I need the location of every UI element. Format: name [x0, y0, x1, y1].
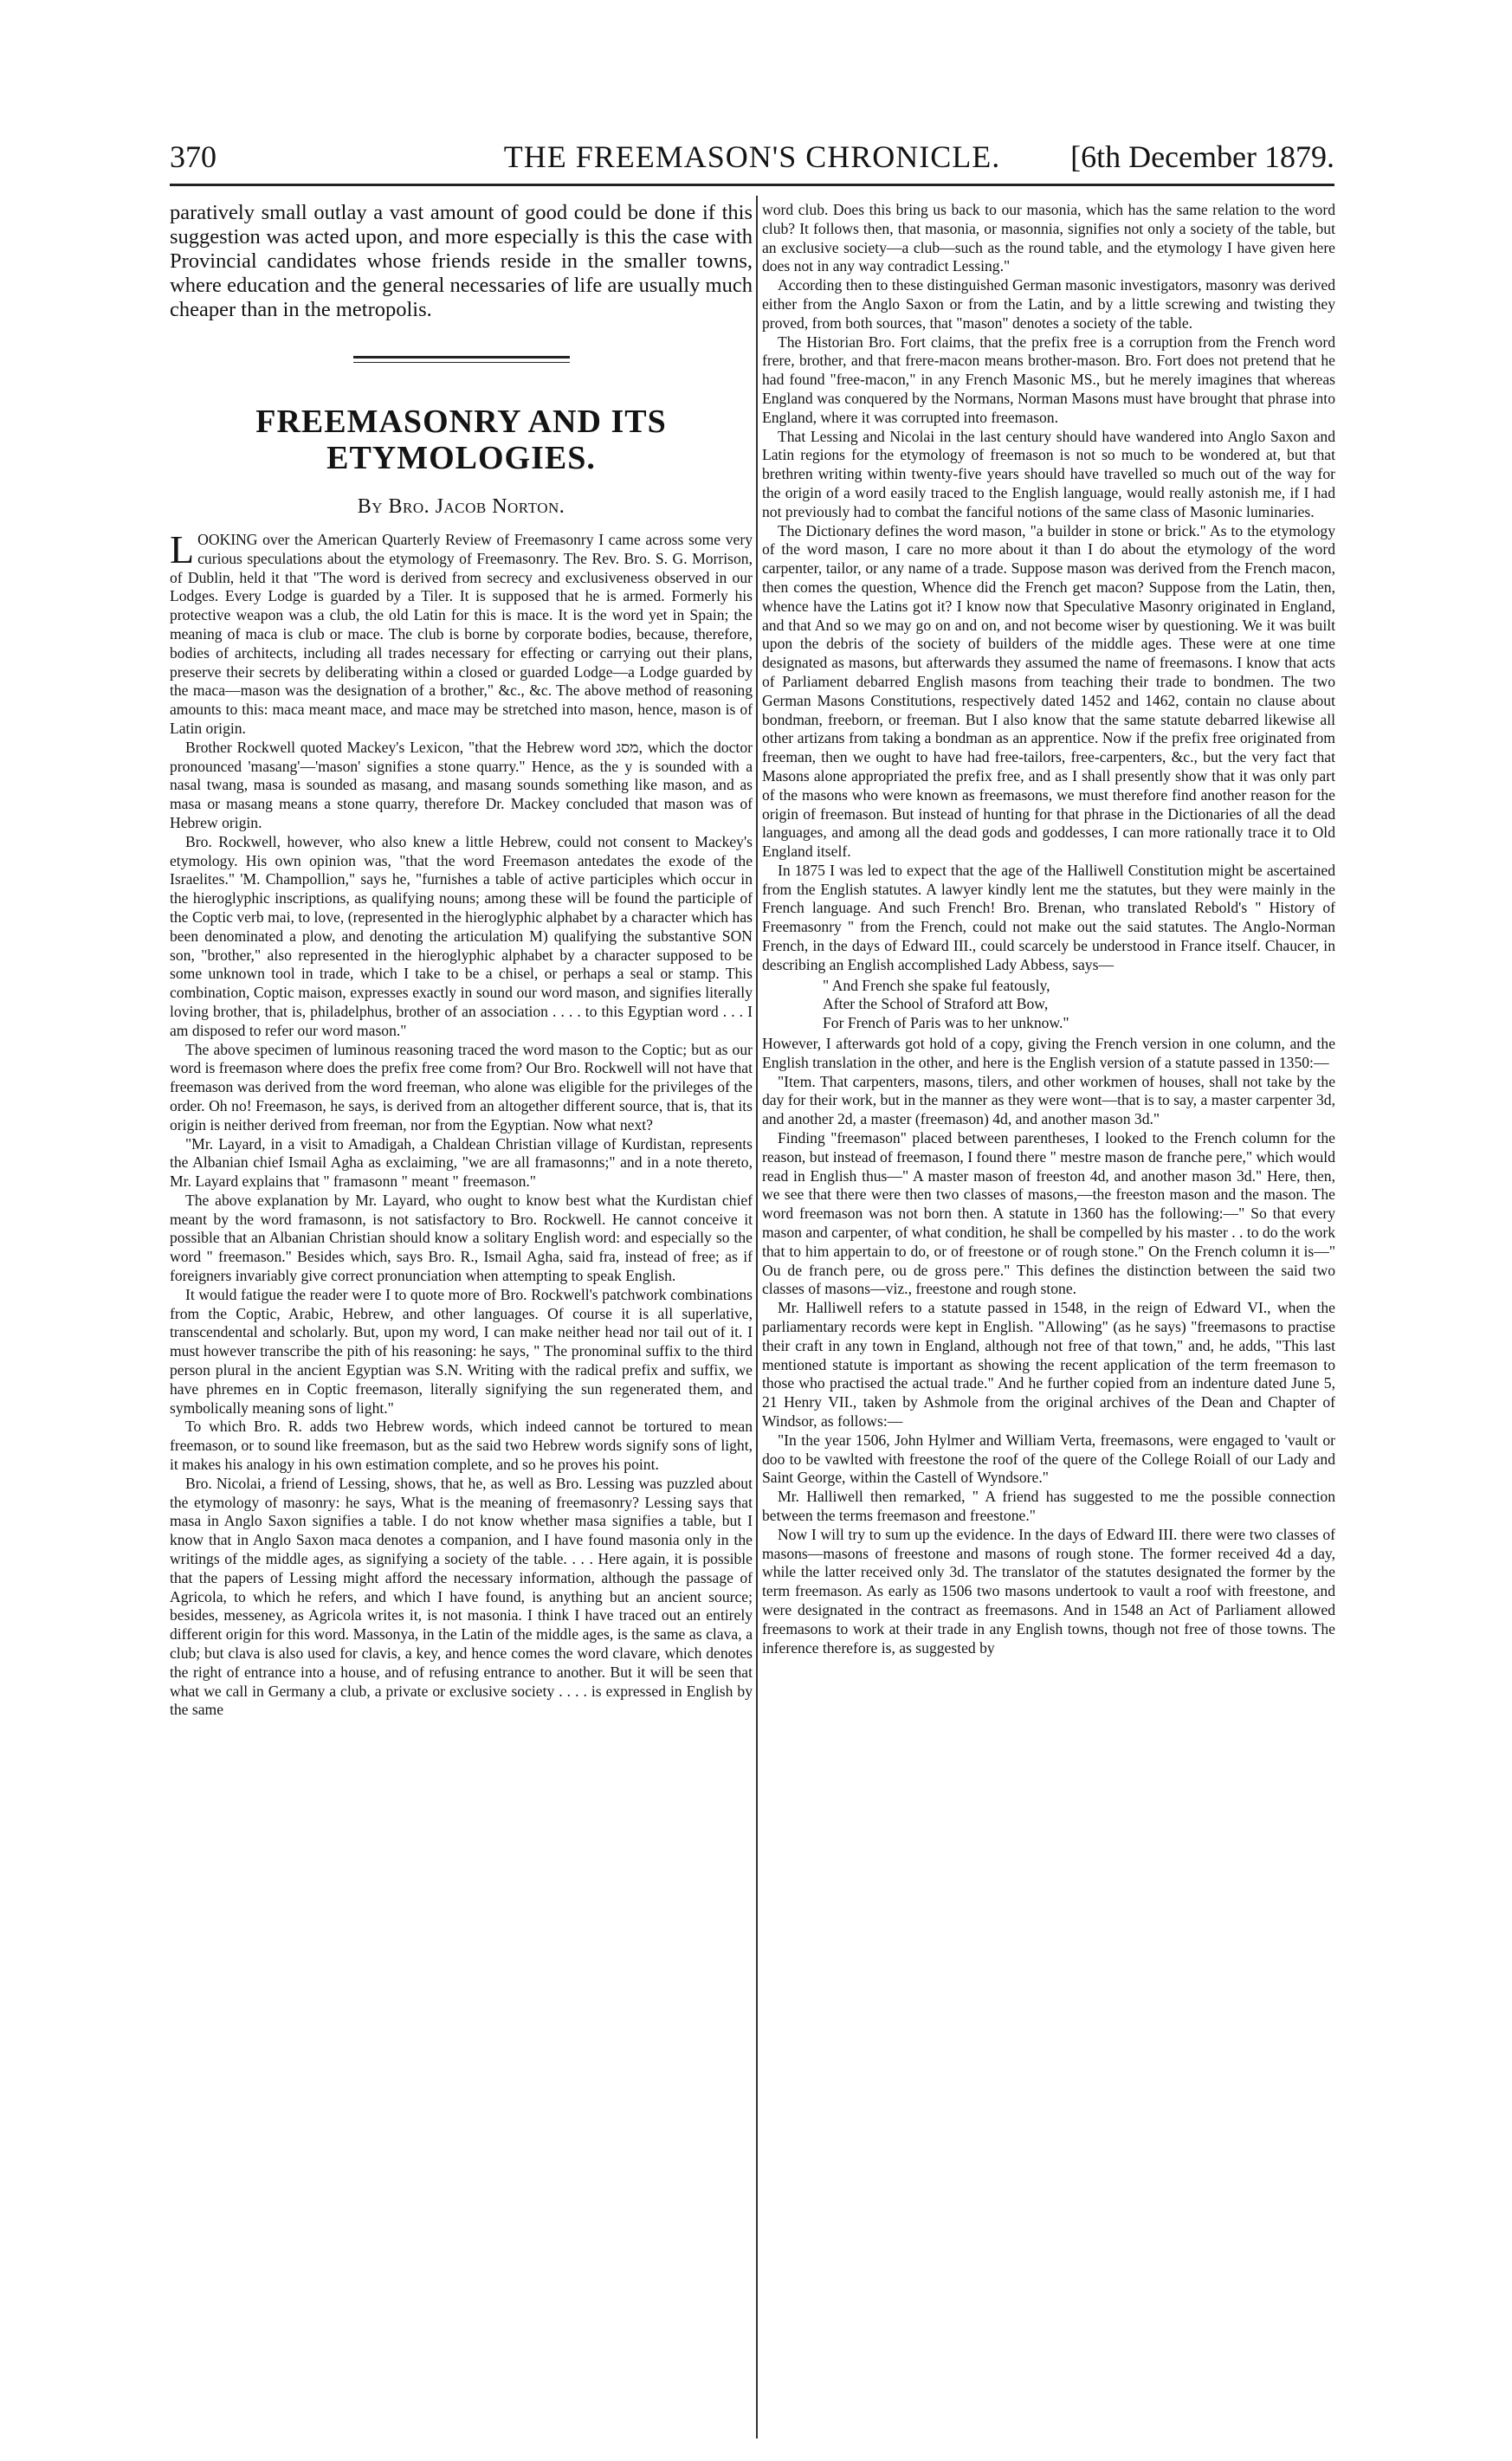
article-title-line-2: ETYMOLOGIES. [326, 440, 596, 476]
article-paragraph: Bro. Rockwell, however, who also knew a little Hebrew, could not consent to Mackey's etymology. His own opinion was, "that the word Freemason antedates the exode of the Israelites." 'M. Champollion," says he, "furnishes a table of active participles which occur in the hieroglyphic inscriptions, as qualifying nouns; among these will be found the participle of the Coptic verb mai, to love, (represented in the hieroglyphic alphabet by a character which has been denominated a plow, and denoting the articulation M) qualifying the substantive SON son, "brother," also represented in the hieroglyphic alphabet by a character supposed to be some unknown tool in trade, which I take to be a chisel, or perhaps a seal or stamp. This combination, Coptic maison, expresses exactly in sound our word mason, and signifies literally loving brother, that is, philadelphus, brother of an association . . . . to this Egyptian word . . . I am disposed to refer our word mason." [170, 832, 753, 1039]
section-divider-ornament [353, 353, 570, 367]
article-paragraph: The above explanation by Mr. Layard, who ought to know best what the Kurdistan chief meant by the word framasonn, is not satisfactory to Bro. Rockwell. He cannot conceive it possible that an Albanian Christian should know a solitary English word: and especially so the word " freemason." Besides which, says Bro. R., Ismail Agha, said fra, instead of free; as if foreigners invariably give correct pronunciation when attempting to speak English. [170, 1191, 753, 1285]
article-paragraph-text: OOKING over the American Quarterly Review of Freemasonry I came across some very curious speculations about the etymology of Freemasonry. The Rev. Bro. S. G. Morrison, of Dublin, held it that "The word is derived from secrecy and exclusiveness observed in our Lodges. Every Lodge is guarded by a Tiler. It is supposed that he is armed. Formerly his protective weapon was a club, the old Latin for this is mace. It is the word yet in Spain; the meaning of maca is club or mace. The club is borne by corporate bodies, because, therefore, bodies of architects, including all trades necessary for effecting or carrying out their plans, preserve their secrets by deliberating within a closed or guarded Lodge—a Lodge guarded by the maca—mason was the designation of a brother," &c., &c. The above method of reasoning amounts to this: maca meant mace, and mace may be stretched into mason, hence, mason is of Latin origin. [170, 531, 753, 737]
article-paragraph: The above specimen of luminous reasoning traced the word mason to the Coptic; but as our word is freemason where does the prefix free come from? Our Bro. Rockwell will not have that freemason was derived from the word freeman, who alone was eligible for the privileges of the order. Oh no! Freemason, he says, is derived from an altogether different source, that is, that its origin is neither derived from freeman, nor from the Egyptian. Now what next? [170, 1040, 753, 1134]
article-paragraph: "Mr. Layard, in a visit to Amadigah, a Chaldean Christian village of Kurdistan, represents the Albanian chief Ismail Agha as exclaiming, "we are all framasonns;" and in a note thereto, Mr. Layard explains that " framasonn " meant " freemason." [170, 1134, 753, 1191]
drop-cap: L [170, 527, 195, 572]
column-divider [756, 196, 758, 2438]
article-paragraph: Mr. Halliwell refers to a statute passed in 1548, in the reign of Edward VI., when the parliamentary records were kept in English. "Allowing" (as he says) "freemasons to practise their craft in any town in England, although not free of that town," and, he adds, "This last mentioned statute is important as showing the recent application of the term freemason to those who practised the actual trade." And he further copied from an indenture dated June 5, 21 Henry VII., taken by Ashmole from the original archives of the Dean and Chapter of Windsor, as follows:— [762, 1299, 1335, 1430]
article-paragraph: That Lessing and Nicolai in the last century should have wandered into Anglo Saxon and Latin regions for the etymology of freemason is not so much to be wondered at, but that brethren writing within twenty-five years should have travelled so much out of the way for the origin of a word easily traced to the English language, would really astonish me, if I had not previously had to combat the fanciful notions of the same class of Masonic luminaries. [762, 427, 1335, 520]
page-header [170, 139, 1334, 178]
article-byline: By Bro. Jacob Norton. [357, 495, 565, 518]
issue-date: [6th December 1879. [1070, 139, 1334, 174]
article-title-line-1: FREEMASONRY AND ITS [255, 404, 667, 440]
right-column [762, 201, 1335, 2433]
article-paragraph: Mr. Halliwell then remarked, " A friend has suggested to me the possible connection between the terms freemason and freestone." [762, 1488, 1335, 1524]
running-title: THE FREEMASON'S CHRONICLE. [503, 139, 1001, 174]
article-paragraph: Bro. Nicolai, a friend of Lessing, shows, that he, as well as Bro. Lessing was puzzled about the etymology of masonry: he says, What is the meaning of freemasonry? Lessing says that masa in Anglo Saxon signifies a table. I do not know whether masa signifies a table, but I know that in Anglo Saxon maca denotes a companion, and I have found masonia only in the writings of the middle ages, as signifying a society of the table. . . . Here again, it is possible that the papers of Lessing might afford the necessary information, although the passage of Agricola, to which he refers, and which I have found, is anything but an ancient source; besides, messeney, as Agricola writes it, is not masonia. I think I have traced out an entirely different origin for this word. Massonya, in the Latin of the middle ages, is the same as clava, a club; but clava is also used for clavis, a key, and hence comes the word clavare, which denotes the right of entrance into a house, and of refusing entrance to another. But it will be seen that what we call in Germany a club, a private or exclusive society . . . . is expressed in English by the same [170, 1474, 753, 1719]
article-paragraph: The Dictionary defines the word mason, "a builder in stone or brick." As to the etymology of the word mason, I care no more about it than I do about the etymology of the word carpenter, tailor, or any name of a trade. Suppose mason was derived from the French macon, then comes the question, Whence did the French get macon? Suppose from the Latin, then, whence have the Latins got it? I know now that Speculative Masonry originated in England, and that And so we may go on and on, and not become wiser by questioning. We it was built upon the debris of the society of builders of the middle ages. These were at one time designated as masons, but afterwards they assumed the name of freemasons. I know that acts of Parliament debarred English masons from teaching their trade to bondmen. The two German Masons Constitutions, respectively dated 1452 and 1462, contain no clause about bondman, freeborn, or freeman. But I also know that the same statute debarred likewise all other artizans from taking a bondman as an apprentice. Now if the prefix free originated from freeman, then we ought to have had free-tailors, free-carpenters, &c., but the very fact that Masons alone appropriated the prefix free, and as I shall presently show that it was only part of the masons who were known as freemasons, we must therefore find another reason for the origin of freemason. But instead of hunting for that phrase in the Dictionaries of all the dead languages, and among all the dead gods and goddesses, I can more rationally trace it to Old England itself. [762, 521, 1335, 861]
article-paragraph: To which Bro. R. adds two Hebrew words, which indeed cannot be tortured to mean freemason, or to sound like freemason, but as the said two Hebrew words signify sons of light, it makes his analogy in his own estimation complete, and so he proves his point. [170, 1418, 753, 1474]
intro-paragraph: paratively small outlay a vast amount of good could be done if this suggestion was acted upon, and more especially is this the case with Provincial candidates whose friends reside in the smaller towns, where education and the general necessaries of life are usually much cheaper than in the metropolis. [170, 201, 753, 321]
verse-quotation [823, 977, 1335, 1033]
verse-line: For French of Paris was to her unknow." [823, 1014, 1069, 1032]
page-number: 370 [170, 139, 216, 174]
article-body-right [762, 201, 1335, 1657]
article-paragraph: Now I will try to sum up the evidence. In the days of Edward III. there were two classes of masons—masons of freestone and masons of rough stone. The former received 4d a day, while the latter received only 3d. The translator of the statutes designated the former by the term freemason. As early as 1506 two masons undertook to vault a roof with freestone, and were designated in the contract as freemasons. And in 1548 an Act of Parliament allowed freemasons to work at their trade in any English towns, though not free of those towns. The inference therefore is, as suggested by [762, 1525, 1335, 1657]
article-paragraph: Brother Rockwell quoted Mackey's Lexicon, "that the Hebrew word מסג, which the doctor pronounced 'masang'—'mason' signifies a stone quarry." Hence, as the y is sounded with a nasal twang, masa is sounded as masang, and masang sounds something like mason, and as masa or masang means a stone quarry, therefore Dr. Mackey concluded that mason was of Hebrew origin. [170, 738, 753, 831]
article-body-left [170, 527, 753, 1720]
article-paragraph: word club. Does this bring us back to our masonia, which has the same relation to the word club? It follows then, that masonia, or masonnia, signifies not only a society of the table, but an exclusive society—a club—such as the round table, and the etymology I have given here does not in any way contradict Lessing." [762, 201, 1335, 275]
left-column [170, 201, 753, 2433]
article-paragraph [170, 527, 753, 739]
article-paragraph: It would fatigue the reader were I to quote more of Bro. Rockwell's patchwork combinations from the Coptic, Arabic, Hebrew, and other languages. Of course it is all superlative, transcendental and scholarly. But, upon my word, I can make neither head nor tail out of it. I must however transcribe the pith of his reasoning: he says, " The pronominal suffix to the third person plural in the ancient Egyptian was S.N. Writing with the radical prefix and suffix, we have phremes en in Coptic freemason, literally signifying the sun regenerated them, and symbolically meaning sons of light." [170, 1285, 753, 1417]
article-paragraph: According then to these distinguished German masonic investigators, masonry was derived either from the Anglo Saxon or from the Latin, and by a little screwing and twisting they proved, from both sources, that "mason" denotes a society of the table. [762, 276, 1335, 332]
article-paragraph: The Historian Bro. Fort claims, that the prefix free is a corruption from the French word frere, brother, and that frere-macon means brother-mason. Bro. Fort does not pretend that he had found "free-macon," in any French Masonic MS., but he merely imagines that whereas England was conquered by the Normans, Norman Masons must have brought that phrase into England, where it was corrupted into freemason. [762, 333, 1335, 426]
article-paragraph: In 1875 I was led to expect that the age of the Halliwell Constitution might be ascertained from the English statutes. A lawyer kindly lent me the statutes, but they were mainly in the French language. And such French! Bro. Brenan, who translated Rebold's " History of Freemasonry " from the French, could not make out the said statutes. The Anglo-Norman French, in the days of Edward III., could scarcely be understood in France itself. Chaucer, in describing an English accomplished Lady Abbess, says— [762, 861, 1335, 973]
article-title [170, 404, 753, 476]
verse-line: After the School of Straford att Bow, [823, 995, 1049, 1013]
article-paragraph: "Item. That carpenters, masons, tilers, and other workmen of houses, shall not take by the day for their work, but in the manner as they were wont—that is to say, a master carpenter 3d, and another 2d, a master (freemason) 4d, and another mason 3d." [762, 1072, 1335, 1128]
header-rule [170, 184, 1334, 186]
article-paragraph: Finding "freemason" placed between parentheses, I looked to the French column for the reason, but instead of freemason, I found there " mestre mason de franche pere," which would read in English thus—" A master mason of freeston 4d, and another mason 3d." Here, then, we see that there were then two classes of masons,—the freeston mason and the mason. The word freemason was not born then. A statute in 1360 has the following:—" So that every mason and carpenter, of what condition, he shall be compelled by his master . . to do the work that to him appertain to do, or of freestone or of rough stone." On the French column it is—" Ou de franch pere, ou de gross pere." This defines the distinction between the said two classes of masons—viz., freestone and rough stone. [762, 1129, 1335, 1298]
verse-line: " And French she spake ful featously, [823, 976, 1050, 994]
article-paragraph: "In the year 1506, John Hylmer and William Verta, freemasons, were engaged to 'vault or doo to be vawlted with freestone the roof of the quere of the College Roiall of our Lady and Saint George, within the Castell of Wyndsore." [762, 1431, 1335, 1487]
article-paragraph: However, I afterwards got hold of a copy, giving the French version in one column, and the English translation in the other, and here is the English version of a statute passed in 1350:— [762, 1035, 1335, 1071]
